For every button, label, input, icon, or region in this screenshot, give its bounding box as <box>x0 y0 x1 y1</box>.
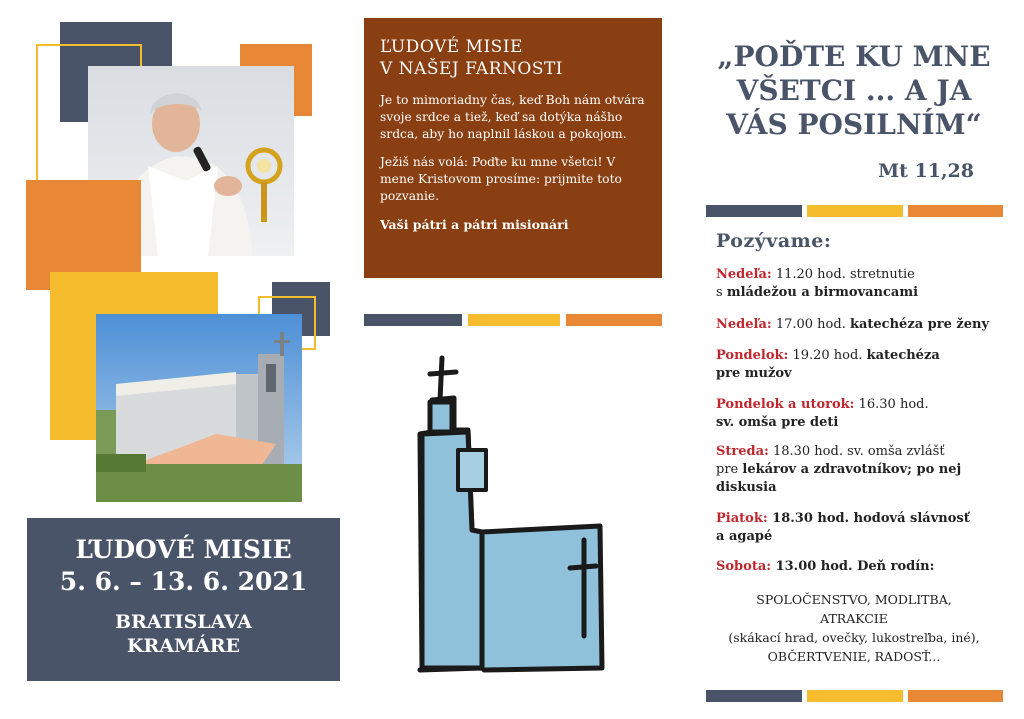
event-text-bold: katechéza <box>866 348 940 363</box>
divider-navy-mid <box>364 314 462 326</box>
divider-navy-bottom <box>706 690 802 702</box>
event-text-bold: lekárov a zdravotníkov; po nej <box>742 462 962 477</box>
event-text-bold: 18.30 hod. hodová slávnosť <box>767 511 970 526</box>
mission-title-box <box>27 518 340 681</box>
event-day: Piatok: <box>716 511 768 526</box>
info-heading-line2: V NAŠEJ FARNOSTI <box>380 59 564 79</box>
event-saturday-family <box>716 558 1006 576</box>
event-text-bold: sv. omša pre deti <box>716 415 839 430</box>
event-text-bold: 13.00 hod. Deň rodín: <box>771 559 935 574</box>
divider-orange-top <box>908 205 1003 217</box>
divider-yellow-mid <box>468 314 560 326</box>
event-text-bold: katechéza pre ženy <box>849 317 990 332</box>
divider-orange-bottom <box>908 690 1003 702</box>
event-text-bold-3: diskusia <box>716 480 777 495</box>
info-box <box>364 18 662 278</box>
saturday-line-4: OBČERTVENIE, RADOSŤ... <box>767 649 941 664</box>
invite-heading: Pozývame: <box>716 230 832 252</box>
divider-orange-mid <box>566 314 662 326</box>
info-heading-line1: ĽUDOVÉ MISIE <box>380 37 523 57</box>
church-building-photo <box>96 314 302 502</box>
event-day: Sobota: <box>716 559 772 574</box>
mission-city: BRATISLAVA <box>114 611 253 633</box>
mission-title: ĽUDOVÉ MISIE <box>75 535 292 564</box>
mission-district: KRAMÁRE <box>126 635 241 657</box>
saturday-program <box>706 590 1002 666</box>
quote-line-2: VŠETCI ... A JA <box>736 74 972 107</box>
quote-reference: Mt 11,28 <box>878 160 974 182</box>
event-text: 11.20 hod. stretnutie <box>771 267 915 282</box>
event-text: 19.20 hod. <box>788 348 867 363</box>
event-text-bold-2: pre mužov <box>716 366 792 381</box>
event-day: Pondelok: <box>716 348 789 363</box>
info-paragraph-1: Je to mimoriadny čas, keď Boh nám otvára svoje srdce a tiež, keď sa dotýka nášho srdca, aby ho naplnil láskou a pokojom. <box>380 93 645 141</box>
divider-navy-top <box>706 205 802 217</box>
info-signature: Vaši pátri a pátri misionári <box>380 217 569 232</box>
info-heading <box>380 36 646 80</box>
event-day: Nedeľa: <box>716 267 772 282</box>
event-monday-tuesday-kids <box>716 396 1006 432</box>
event-text-plain: pre <box>716 462 743 477</box>
divider-yellow-bottom <box>807 690 903 702</box>
quote-line-1: „POĎTE KU MNE <box>717 40 991 73</box>
saturday-line-2: ATRAKCIE <box>820 611 888 626</box>
event-text: 18.30 hod. sv. omša zvlášť <box>768 444 945 459</box>
event-monday-men <box>716 347 1006 383</box>
event-text-bold-2: a agapé <box>716 529 773 544</box>
event-friday-feast <box>716 510 1006 546</box>
event-day: Pondelok a utorok: <box>716 397 855 412</box>
event-text: 17.00 hod. <box>771 317 850 332</box>
event-sunday-youth <box>716 266 1006 302</box>
mission-dates: 5. 6. – 13. 6. 2021 <box>59 567 308 596</box>
event-wednesday-doctors <box>716 443 1006 497</box>
saturday-line-3: (skákací hrad, ovečky, lukostreľba, iné), <box>728 630 980 645</box>
info-paragraph-2: Ježiš nás volá: Poďte ku mne všetci! V mene Kristovom prosíme: prijmite toto pozvanie. <box>380 155 622 203</box>
event-text-bold: mládežou a birmovancami <box>726 285 919 300</box>
event-text-plain: s <box>716 285 727 300</box>
saturday-line-1: SPOLOČENSTVO, MODLITBA, <box>756 592 952 607</box>
church-drawing-icon <box>410 350 610 680</box>
event-day: Nedeľa: <box>716 317 772 332</box>
divider-yellow-top <box>807 205 903 217</box>
event-day: Streda: <box>716 444 769 459</box>
event-sunday-women <box>716 316 1006 334</box>
quote-line-3: VÁS POSILNÍM“ <box>726 108 982 141</box>
event-text: 16.30 hod. <box>854 397 929 412</box>
quote-text <box>706 40 1002 142</box>
